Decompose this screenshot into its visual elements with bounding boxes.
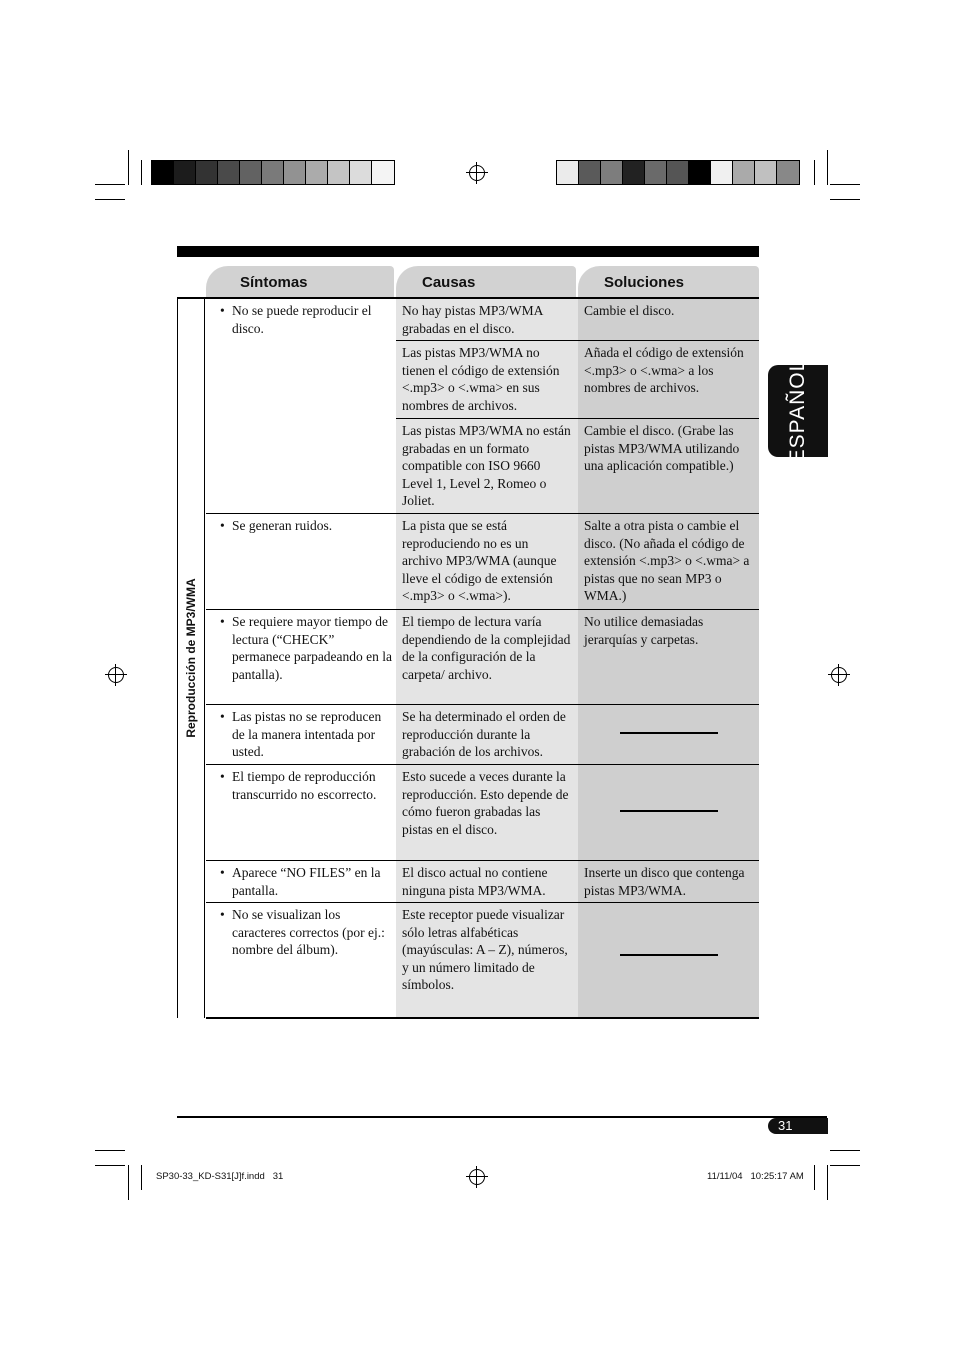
color-swatch (196, 161, 218, 184)
language-tab (768, 358, 828, 464)
color-swatch (623, 161, 645, 184)
symptom-cell (206, 903, 396, 1017)
color-bar-left (151, 160, 395, 185)
symptom-cell (206, 610, 396, 704)
solution-cell (578, 903, 759, 1017)
symptom-cell (206, 299, 396, 513)
cause-cell (396, 299, 578, 341)
solution-cell (578, 419, 759, 513)
no-solution-dash (620, 810, 718, 812)
symptom-text: • Las pistas no se reproducen de la manera intentada por usted. (232, 709, 382, 760)
symptom-text: • No se puede reproducir el disco. (232, 303, 372, 336)
color-swatch (755, 161, 777, 184)
color-swatch (667, 161, 689, 184)
solution-text: Cambie el disco. (584, 303, 675, 318)
solution-cell (578, 610, 759, 704)
symptom-text: • Se requiere mayor tiempo de lectura (“CHECK” permanece parpadeando en la pantalla). (232, 614, 393, 682)
solution-cell (578, 765, 759, 860)
section-label: Reproducción de MP3/WMA (184, 578, 198, 738)
color-swatch (218, 161, 240, 184)
color-swatch (262, 161, 284, 184)
cause-cell (396, 514, 578, 609)
no-solution-dash (620, 954, 718, 956)
color-swatch (557, 161, 579, 184)
solution-text: Salte a otra pista o cambie el disco. (No añada el código de extensión <.mp3> o <.wma> a pistas que no sean MP3 o WMA.) (584, 518, 750, 604)
cause-cell (396, 705, 578, 764)
table-row (206, 765, 759, 861)
cause-text: Las pistas MP3/WMA no tienen el código de extensión <.mp3> o <.wma> en sus nombres de archivos. (402, 345, 560, 413)
color-bar-right (556, 160, 800, 185)
top-bar (177, 246, 759, 257)
color-swatch (579, 161, 601, 184)
cause-text: El tiempo de lectura varía dependiendo de la complejidad de la configuración de la carpeta/ archivo. (402, 614, 571, 682)
header-causas-label: Causas (422, 274, 476, 291)
cause-cell (396, 903, 578, 1017)
color-swatch (733, 161, 755, 184)
solution-cell (578, 705, 759, 764)
table-row (206, 299, 759, 514)
registration-mark-right (831, 667, 847, 683)
color-swatch (372, 161, 394, 184)
color-swatch (174, 161, 196, 184)
color-swatch (284, 161, 306, 184)
registration-mark-bottom (469, 1169, 485, 1185)
table-row (206, 610, 759, 705)
color-swatch (240, 161, 262, 184)
solution-text: Inserte un disco que contenga pistas MP3/WMA. (584, 865, 745, 898)
symptom-cell (206, 765, 396, 860)
footer-file: SP30-33_KD-S31[J]f.indd 31 (156, 1171, 284, 1182)
table-row (206, 705, 759, 765)
color-swatch (152, 161, 174, 184)
table-row (206, 861, 759, 903)
cause-text: Esto sucede a veces durante la reproducción. Esto depende de cómo fueron grabadas las pistas en el disco. (402, 769, 569, 837)
color-swatch (711, 161, 733, 184)
color-swatch (645, 161, 667, 184)
language-tab-label: ESPAÑOL (786, 358, 809, 464)
footer-date: 11/11/04 10:25:17 AM (707, 1171, 804, 1182)
cause-text: Se ha determinado el orden de reproducción durante la grabación de los archivos. (402, 709, 566, 760)
registration-mark-left (108, 667, 124, 683)
cause-text: La pista que se está reproduciendo no es un archivo MP3/WMA (aunque lleve el código de extensión <.mp3> o <.wma>). (402, 518, 557, 604)
cause-cell (396, 419, 578, 513)
cause-cell (396, 861, 578, 902)
color-swatch (777, 161, 799, 184)
symptom-text: • Se generan ruidos. (232, 518, 333, 533)
color-swatch (689, 161, 711, 184)
symptom-cell (206, 861, 396, 902)
cause-text: Este receptor puede visualizar sólo letras alfabéticas (mayúsculas: A – Z), números, y un número limitado de símbolos. (402, 907, 568, 993)
solution-text: No utilice demasiadas jerarquías y carpetas. (584, 614, 704, 647)
symptom-cell (206, 514, 396, 609)
header-soluciones (578, 266, 759, 298)
solution-cell (578, 299, 759, 341)
table-row (206, 514, 759, 610)
page-number-box (768, 1118, 828, 1134)
cause-cell (396, 610, 578, 704)
header-sintomas (206, 266, 394, 298)
solution-cell (578, 514, 759, 609)
color-swatch (601, 161, 623, 184)
solution-text: Cambie el disco. (Grabe las pistas MP3/WMA utilizando una aplicación compatible.) (584, 423, 740, 474)
header-sintomas-label: Síntomas (240, 274, 308, 291)
header-soluciones-label: Soluciones (604, 274, 685, 291)
cause-cell (396, 341, 578, 419)
bottom-rule (177, 1116, 827, 1118)
color-swatch (306, 161, 328, 184)
color-swatch (328, 161, 350, 184)
symptom-text: • El tiempo de reproducción transcurrido no escorrecto. (232, 769, 377, 802)
cause-text: El disco actual no contiene ninguna pista MP3/WMA. (402, 865, 548, 898)
header-causas (396, 266, 576, 298)
table-row (206, 903, 759, 1019)
cause-cell (396, 765, 578, 860)
registration-mark-top (469, 165, 485, 181)
solution-cell (578, 341, 759, 419)
solution-text: Añada el código de extensión <.mp3> o <.wma> a los nombres de archivos. (584, 345, 744, 396)
cause-text: No hay pistas MP3/WMA grabadas en el disco. (402, 303, 543, 336)
solution-cell (578, 861, 759, 902)
no-solution-dash (620, 732, 718, 734)
cause-text: Las pistas MP3/WMA no están grabadas en un formato compatible con ISO 9660 Level 1, Level 2, Romeo o Joliet. (402, 423, 571, 509)
page-number: 31 (778, 1118, 793, 1133)
color-swatch (350, 161, 372, 184)
symptom-cell (206, 705, 396, 764)
symptom-text: • Aparece “NO FILES” en la pantalla. (232, 865, 381, 898)
symptom-text: • No se visualizan los caracteres correctos (por ej.: nombre del álbum). (232, 907, 385, 958)
